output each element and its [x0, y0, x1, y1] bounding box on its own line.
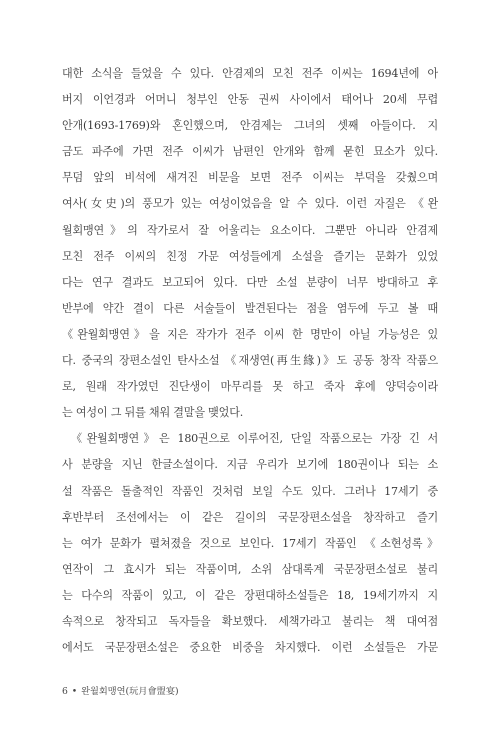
paragraph-1-line: 반부에 약간 결이 다른 서술들이 발견된다는 점을 염두에 두고 볼 때: [62, 301, 438, 315]
paragraph-1-line: 금도 파주에 가면 전주 이씨가 남편인 안개와 함께 묻힌 묘소가 있다.: [62, 145, 438, 159]
paragraph-2-line: 연작이 그 효시가 되는 작품이며, 소위 삼대록계 국문장편소설로 불리: [62, 562, 438, 576]
paragraph-1-line: 다는 연구 결과도 보고되어 있다. 다만 소설 분량이 너무 방대하고 후: [62, 275, 438, 289]
paragraph-1-line: 로, 원래 작가였던 진단생이 마무리를 못 하고 죽자 후에 양덕승이라: [62, 380, 438, 394]
paragraph-1-line: 대한 소식을 들었을 수 있다. 안겸제의 모친 전주 이씨는 1694년에 아: [62, 67, 438, 80]
paragraph-1-line: 다. 중국의 장편소설인 탄사소설 《재생연(再生緣)》도 공동 창작 작품으: [62, 354, 438, 368]
paragraph-2-line: 에서도 국문장편소설은 중요한 비중을 차지했다. 이런 소설들은 가문: [62, 641, 438, 655]
paragraph-2-line: 《완월회맹연》은 180권으로 이루어진, 단일 작품으로는 가장 긴 서: [71, 432, 438, 446]
paragraph-2-line: 사 분량을 지닌 한글소설이다. 지금 우리가 보기에 180권이나 되는 소: [62, 458, 438, 472]
running-title: 완월회맹연(玩月會盟宴): [81, 686, 179, 697]
page-footer: [62, 683, 179, 697]
paragraph-1-line: 월회맹연》의 작가로서 잘 어울리는 요소이다. 그뿐만 아니라 안겸제: [62, 223, 438, 237]
paragraph-2-line: 는 여가 문화가 펼쳐졌을 것으로 보인다. 17세기 작품인 《소현성록》: [62, 536, 438, 550]
paragraph-1-line: 는 여성이 그 뒤를 채워 결말을 맺었다.: [62, 406, 244, 420]
body-text: [62, 61, 438, 661]
page-number: 6: [62, 686, 68, 697]
paragraph-2-line: 후반부터 조선에서는 이 같은 길이의 국문장편소설을 창작하고 즐기: [62, 510, 438, 524]
paragraph-1-line: 무덤 앞의 비석에 새겨진 비문을 보면 전주 이씨는 부덕을 갖췄으며: [62, 171, 438, 185]
paragraph-2-line: 설 작품은 돌출적인 작품인 것처럼 보일 수도 있다. 그러나 17세기 중: [62, 484, 438, 498]
paragraph-2-line: 속적으로 창작되고 독자들을 확보했다. 세책가라고 불리는 책 대여점: [62, 614, 438, 628]
paragraph-2-line: 는 다수의 작품이 있고, 이 같은 장편대하소설들은 18, 19세기까지 지: [62, 588, 438, 602]
paragraph-1-line: 《완월회맹연》을 지은 작가가 전주 이씨 한 명만이 아닐 가능성은 있: [62, 327, 438, 341]
paragraph-1-line: 버지 이언경과 어머니 청부인 안동 권씨 사이에서 태어나 20세 무렵: [62, 93, 438, 107]
paragraph-1-line: 안개(1693-1769)와 혼인했으며, 안겸제는 그녀의 셋째 아들이다. 지: [62, 119, 438, 133]
paragraph-1-line: 모친 전주 이씨의 친정 가문 여성들에게 소설을 즐기는 문화가 있었: [62, 249, 438, 263]
paragraph-1-line: 여사(女史)의 풍모가 있는 여성이었음을 알 수 있다. 이런 자질은 《완: [62, 197, 438, 211]
footer-separator: •: [71, 686, 78, 697]
